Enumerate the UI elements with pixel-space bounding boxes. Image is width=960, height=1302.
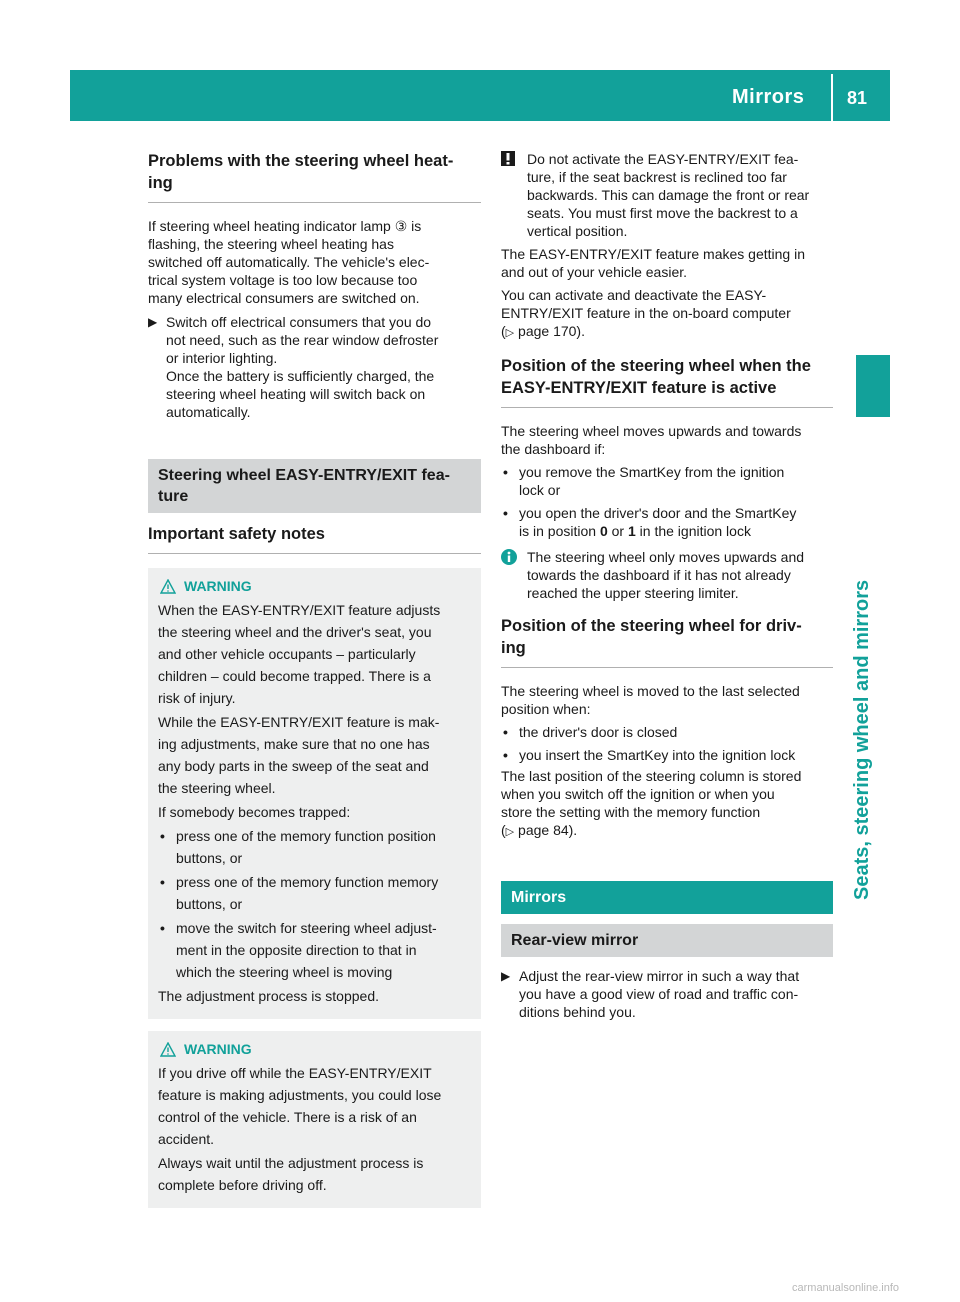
section-head-rear-view-mirror: Rear-view mirror — [501, 924, 833, 957]
page-ref-link[interactable]: page 84). — [518, 822, 578, 838]
page-ref-link[interactable]: page 170). — [518, 323, 585, 339]
step-arrow-icon: ▶ — [148, 315, 158, 329]
warning-title: WARNING — [158, 1041, 471, 1057]
section-title-safety-notes: Important safety notes — [148, 525, 325, 543]
step-item: ▶ Adjust the rear-view mirror in such a way that you have a good view of road and traffic con- ditions behind you. — [501, 968, 800, 1020]
warning-triangle-icon — [160, 579, 176, 594]
lamp-indicator-icon: ③ — [394, 218, 408, 234]
warning-title: WARNING — [158, 578, 471, 594]
header-separator — [831, 74, 833, 121]
list-item: • the driver's door is closed — [503, 724, 678, 740]
side-label-wrap — [848, 430, 878, 900]
notice-exclamation-icon — [501, 151, 515, 170]
list-item: • move the switch for steering wheel adjust- ment in the opposite direction to that in which the steering wheel is moving — [160, 920, 437, 980]
right-column: Do not activate the EASY-ENTRY/EXIT fea- ture, if the seat backrest is reclined too far backwards. This can damage the front or rear seats. You must first move the backrest to a vertical position. The EASY-ENTRY/EXIT feature makes getting in and out of your vehicle easier. You can activate and deactivate the EASY- ENTRY/EXIT feature in the on-board computer (▷ page 170). Position of the steering wheel when the EASY-ENTRY/EXIT feature is active The steering wheel moves upwards and towards the dashboard if: • you remove the SmartKey from the ignition lock or • you open the driver's door and the SmartKey is in position 0 or 1 in the ignition lock The steering wheel only moves upwards and towards the dashboard if it has not already reached the upper steering limiter. Position of the steering wheel for driv- ing The steering wheel is moved to the last selected position when: • the driver's door is closed • you insert the SmartKey into the ignition lock The last position of the steering column is stored when you switch off the ignition or when you store the setting with the memory function (▷ page 84). Mirrors Rear-view mirror ▶ Adjust the rear-view mirror in such a way that you have a good view of road and traffic con- ditions behind you. — [501, 150, 833, 1021]
notice-block: Do not activate the EASY-ENTRY/EXIT fea- ture, if the seat backrest is reclined too far backwards. This can damage the front or rear seats. You must first move the backrest to a vertical position. — [501, 150, 833, 240]
section-rule — [501, 407, 833, 408]
list-item: • you insert the SmartKey into the ignition lock — [503, 747, 796, 763]
warning-triangle-icon — [160, 1042, 176, 1057]
side-tab-marker — [856, 355, 890, 417]
page-number: 81 — [847, 88, 868, 108]
list-item: • you remove the SmartKey from the ignition lock or — [503, 464, 785, 498]
list-item: • press one of the memory function position buttons, or — [160, 828, 436, 866]
page-ref-arrow-icon: ▷ — [505, 327, 515, 339]
section-title-heating-problems: Problems with the steering wheel heat- ing — [148, 152, 454, 192]
warning-box: WARNING If you drive off while the EASY-ENTRY/EXIT feature is making adjustments, you could lose control of the vehicle. There is a risk of an accident. Always wait until the adjustment process is complete before driving off. — [148, 1031, 481, 1208]
section-title-driving-position: Position of the steering wheel for driv- ing — [501, 617, 802, 657]
page-ref-arrow-icon: ▷ — [505, 826, 515, 838]
section-head-easy-entry: Steering wheel EASY-ENTRY/EXIT fea- ture — [148, 459, 481, 513]
step-arrow-icon: ▶ — [501, 969, 511, 983]
section-title-easy-entry-position: Position of the steering wheel when the EASY-ENTRY/EXIT feature is active — [501, 357, 811, 397]
info-block: The steering wheel only moves upwards and towards the dashboard if it has not already reached the upper steering limiter. — [501, 548, 833, 602]
section-rule — [148, 202, 481, 203]
header-title: Mirrors — [732, 86, 805, 108]
left-column — [148, 150, 481, 1208]
section-rule — [501, 667, 833, 668]
side-label: Seats, steering wheel and mirrors — [851, 579, 873, 900]
list-item: • you open the driver's door and the SmartKey is in position 0 or 1 in the ignition lock — [503, 505, 797, 539]
list-item: • press one of the memory function memory buttons, or — [160, 874, 439, 912]
watermark: carmanualsonline.info — [792, 1282, 900, 1294]
chapter-head-mirrors: Mirrors — [501, 881, 833, 914]
section-rule — [148, 553, 481, 554]
heating-paragraph: If steering wheel heating indicator lamp ③ is flashing, the steering wheel heating has switched off automatically. The vehicle's elec- trical system voltage is too low because too many electrical consumers are switched on. — [148, 218, 430, 306]
info-icon — [501, 549, 517, 569]
warning-box: WARNING When the EASY-ENTRY/EXIT feature adjusts the steering wheel and the driver's seat, you and other vehicle occupants – particularly children – could become trapped. There is a risk of injury. While the EASY-ENTRY/EXIT feature is mak- ing adjustments, make sure that no one has any body parts in the sweep of the seat and the steering wheel. If somebody becomes trapped: • press one of the memory function position buttons, or • press one of the memory function memory buttons, or • move the switch for steering wheel adjust- ment in the opposite direction to that in which the steering wheel is moving The adjustment process is stopped. — [148, 568, 481, 1019]
step-item: ▶ Switch off electrical consumers that you do not need, such as the rear window defroster or interior lighting. Once the battery is sufficiently charged, the steering wheel heating will switch back on automatically. — [148, 314, 439, 420]
